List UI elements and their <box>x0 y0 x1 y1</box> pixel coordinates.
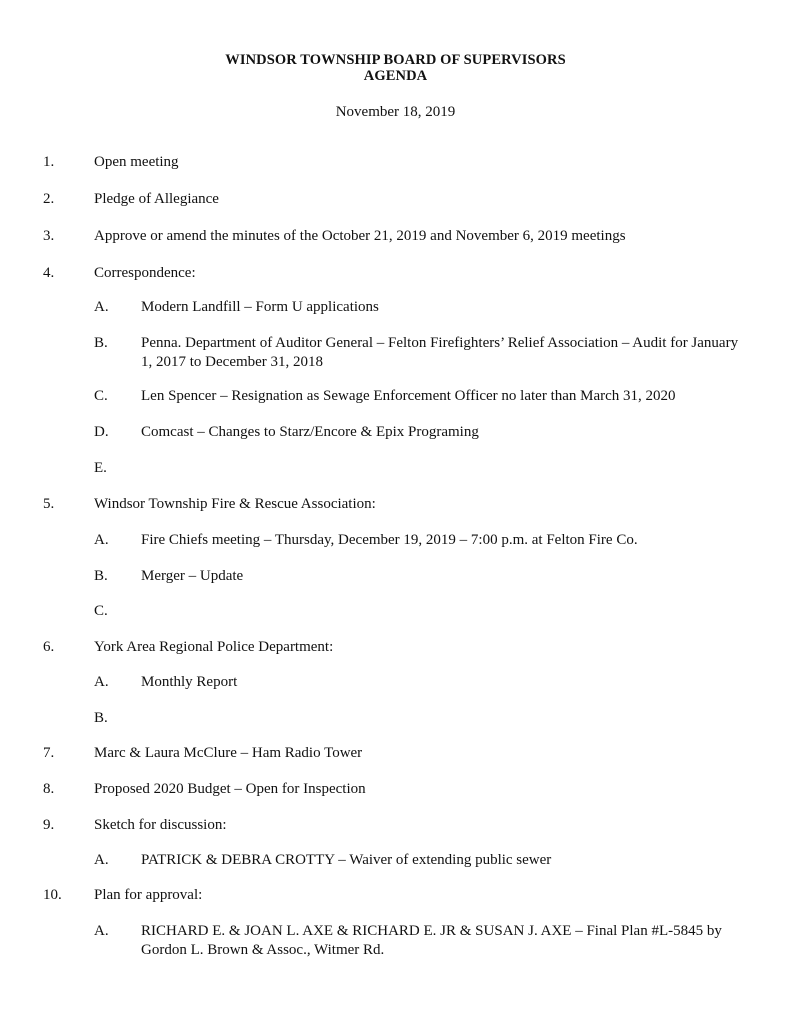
subitem-letter: A. <box>94 532 109 548</box>
subitem-letter: A. <box>94 674 109 690</box>
document-subtitle: AGENDA <box>363 68 428 84</box>
item-text: Open meeting <box>94 154 179 170</box>
item-text: Sketch for discussion: <box>94 817 227 833</box>
subitem-text: PATRICK & DEBRA CROTTY – Waiver of extending public sewer <box>141 852 552 868</box>
subitem-letter: B. <box>94 568 108 584</box>
subitem-text: Merger – Update <box>141 568 244 584</box>
item-text: Pledge of Allegiance <box>94 191 219 207</box>
item-number: 10. <box>43 887 62 903</box>
subitem-letter: A. <box>94 923 109 939</box>
item-number: 2. <box>43 191 55 207</box>
item-number: 9. <box>43 817 55 833</box>
subitem-text: Fire Chiefs meeting – Thursday, December 19, 2019 – 7:00 p.m. at Felton Fire Co. <box>141 532 638 548</box>
item-number: 3. <box>43 228 55 244</box>
subitem-letter: A. <box>94 299 109 315</box>
item-text: Marc & Laura McClure – Ham Radio Tower <box>94 745 363 761</box>
item-number: 8. <box>43 781 55 797</box>
item-text: Proposed 2020 Budget – Open for Inspection <box>94 781 366 797</box>
item-number: 7. <box>43 745 55 761</box>
item-number: 4. <box>43 265 55 281</box>
item-number: 1. <box>43 154 55 170</box>
subitem-letter: C. <box>94 388 108 404</box>
item-text: Correspondence: <box>94 265 196 281</box>
subitem-letter: C. <box>94 603 108 619</box>
subitem-letter: D. <box>94 424 109 440</box>
subitem-letter: B. <box>94 710 108 726</box>
item-text: Plan for approval: <box>94 887 203 903</box>
item-text: York Area Regional Police Department: <box>94 639 334 655</box>
meeting-date: November 18, 2019 <box>335 104 456 120</box>
subitem-text: Modern Landfill – Form U applications <box>141 299 379 315</box>
subitem-letter: B. <box>94 335 108 351</box>
subitem-text: Len Spencer – Resignation as Sewage Enforcement Officer no later than March 31, 2020 <box>141 388 676 404</box>
subitem-letter: E. <box>94 460 107 476</box>
subitem-text: Monthly Report <box>141 674 238 690</box>
item-number: 6. <box>43 639 55 655</box>
subitem-text: Penna. Department of Auditor General – Felton Firefighters’ Relief Association – Audit for January 1, 2017 to December 31, 2018 <box>141 335 739 370</box>
item-text: Windsor Township Fire & Rescue Association: <box>94 496 376 512</box>
subitem-letter: A. <box>94 852 109 868</box>
subitem-text: Comcast – Changes to Starz/Encore & Epix Programing <box>141 424 479 440</box>
item-number: 5. <box>43 496 55 512</box>
item-text: Approve or amend the minutes of the October 21, 2019 and November 6, 2019 meetings <box>94 228 626 244</box>
subitem-text: RICHARD E. & JOAN L. AXE & RICHARD E. JR & SUSAN J. AXE – Final Plan #L-5845 by Gordon L. Brown & Assoc., Witmer Rd. <box>141 923 722 958</box>
document-title: WINDSOR TOWNSHIP BOARD OF SUPERVISORS <box>225 52 566 68</box>
